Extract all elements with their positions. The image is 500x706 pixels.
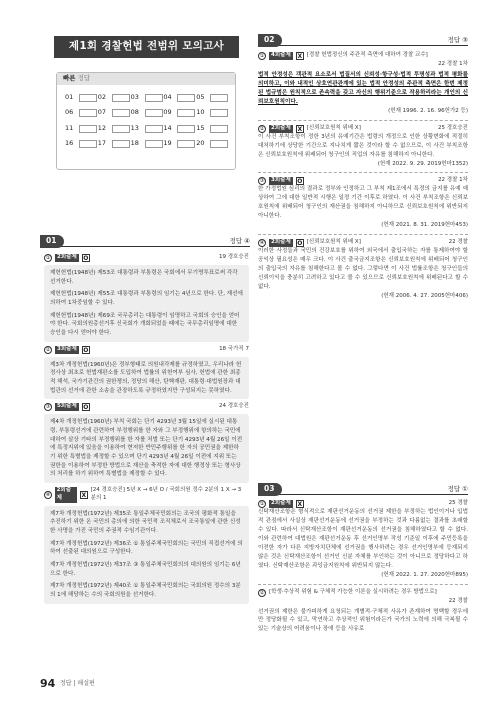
answer-box[interactable] [210,94,228,102]
law-box [44,414,249,483]
item-date: (헌재 2022. 1. 27. 2020헌마895) [381,571,468,578]
item-src: 25 경찰 [448,500,468,507]
level-badge: 2회출제 [57,254,77,261]
item-circle: ① [45,255,51,261]
item-head: [경찰 헌법정신의 주관적 측면에 대하여 경찰 교수] [306,52,428,59]
answer-cell [98,93,131,102]
answer-box[interactable] [177,94,195,102]
answer-number: 04 [163,93,172,101]
answer-box[interactable] [145,94,163,102]
answer-mark: 정답 ① [447,485,468,493]
level-badge: 3회출제 [271,177,291,184]
item-3 [258,177,468,185]
item-circle: ② [259,589,265,596]
x-mark: X [297,125,303,133]
answer-box[interactable] [79,140,97,148]
answer-box[interactable] [145,109,163,117]
item-head: [신뢰보호원칙 위배 X] [306,124,361,131]
answer-number: 03 [130,93,139,101]
item-src: 18 국가직 7 [219,345,249,352]
answer-number: 06 [65,108,74,117]
level-badge: 2회출제 [55,487,77,503]
answer-box[interactable] [210,125,228,133]
item-date: (헌재 2006. 4. 27. 2005헌마406) [381,292,468,299]
answer-number: 14 [163,123,172,132]
answer-cell [98,139,131,148]
item-circle: ④ [259,240,265,247]
level-badge: 2회출제 [271,500,291,507]
item-1 [258,52,468,60]
answer-box[interactable] [79,109,97,117]
answer-number: 18 [130,139,139,148]
item-head-line [44,346,249,354]
law-paragraph: 제헌헌법(1948년) 제55조 대통령과 부통령의 임기는 4년으로 한다. 단, 재선에 의하여 1차중임할 수 있다. [50,291,243,306]
item-src: 22 경찰 [448,239,468,246]
level-badge: 4회출제 [271,52,291,59]
answer-box[interactable] [177,109,195,117]
section-header-01 [40,237,250,247]
answer-cell [131,93,164,102]
question-number: 03 [258,483,282,496]
law-paragraph: 제3차 개정헌법(1960년)은 정부형태로 의원내각제를 규정하였고, 우리나라 헌정사상 최초로 헌법재판소를 도입하여 법률의 위헌여부 심사, 헌법에 관한 최종적 해석, 국가기관간의 권한쟁의, 정당의 해산, 탄핵재판, 대통령·대법원장과 대법관의 선거에 관한 소송을 관장하도록 규정하였지만 구성되지는 못하였다. [50,361,242,394]
answer-number: 20 [196,139,205,148]
answer-number: 07 [97,108,107,117]
x-mark: X [81,491,87,499]
section-header-03 [258,485,468,495]
q01-item [44,346,249,400]
item-2 [258,589,468,597]
answer-number: 11 [65,123,74,132]
level-badge: 3회출제 [57,345,77,352]
answer-number: 17 [97,139,107,148]
footer-label: 정답 | 해설편 [60,680,95,687]
o-mark: O [297,240,303,248]
item-head: [신뢰보호원칙 위배 X] [306,239,361,246]
answer-number: 01 [65,93,74,101]
item-head-line [44,403,249,411]
answer-number: 12 [97,123,107,132]
o-mark: O [83,255,89,262]
page-number: 94 [40,677,56,690]
q01-item [44,403,249,483]
law-paragraph: 제7차 개정헌법(1972년) 제37조 ③ 통일주체국민회의의 대의원의 임기는 6년으로 한다. [50,562,241,577]
item-circle: ③ [259,178,265,185]
item-text: 이 사건 부칙조항이 정한 3년의 유예기간은 법령의 개정으로 인한 상황변화에 적절히 대처하기에 상당한 기간으로 지나치게 짧은 것이라 할 수 없으므로, 이 사건 부칙조항은 신뢰보호원칙에 위배되어 청구인의 직업의 자유를 침해하지 아니한다. [258,133,468,158]
answer-cell [98,108,131,117]
divider [258,584,468,585]
answer-cell [196,108,229,117]
item-circle: ② [259,125,265,132]
answer-number: 16 [65,139,74,148]
item-head-line [44,254,249,262]
answer-number: 05 [196,93,205,101]
law-paragraph: 제헌헌법(1948년) 제69조 국무총리는 대통령이 임명하고 국회의 승인을 얻어야 한다. 국회의원총선거후 신국회가 개회되었을 때에는 국무총리임명에 대한 승인을 다시 얻어야 한다. [50,312,240,336]
answer-box[interactable] [177,140,195,148]
answer-cell [163,108,196,117]
answer-cell [65,124,98,133]
divider [258,172,468,173]
q03-items [258,500,468,634]
item-text: 이러한 사정들과 국민의 건강보호를 위하여 외국에서 출입국하는 자를 통제하여야 할 공익상 필요성은 매우 크다. 이 사건 출국금지조항은 신뢰보호원칙에 위배되어 청구인의 출입국의 자유를 침해한다고 볼 수 없다. 그렇다면 이 사건 법률조항은 청구인들의 신뢰이익을 충분히 고려하고 있다고 볼 수 있으므로 신뢰보호원칙에 위배된다고 할 수 없다. [258,248,468,290]
answer-number: 13 [130,123,139,132]
law-paragraph: 제7차 개정헌법(1972년) 제35조 통일주체국민회의는 조국의 평화적 통일을 추진하기 위한 온 국민의 총의에 의한 국민적 조직체로서 조국통일에 관한 신성한 사명을 가진 국민의 주권적 수임기관이다. [50,510,241,535]
answer-box[interactable] [112,125,130,133]
answer-box[interactable] [112,94,130,102]
page-title: 제1회 경찰헌법 전범위 모의고사 [54,36,239,58]
quick-answer-box [56,72,236,170]
q01-item [44,254,249,342]
level-badge: 2회출제 [271,124,291,131]
item-text: 신탁재산조항은 형식적으로 재판선거운동의 선거권 제한을 부정하는 법인이거나 입법적 관점에서 사실상 재판선거운동에 선거권을 부정하는 것과 다름없는 결과를 초래할 수 있다. 따라서 신탁재산조항이 재판선거운동의 선거권을 침해하였다고 할 수 없다. 이와 관련하여 대법원은 재판선거운동 후 선거인명부 작성 기준일 이후에 주민등록을 이전한 자가 다른 지방자치단체에 선거권을 행사하려는 경우 선거인명부에 등재되지 않은 것은 신탁재산조항이 선거인 신분 자체를 부인하는 것이 아니므로 정당하다고 하였다. 신탁재산조항은 과잉금지원칙에 위반되지 않는다. [258,509,468,569]
law-paragraph: 제7차 개정헌법(1972년) 제40조 ① 통일주체국민회의는 국회의원 정수의 3분의 1에 해당하는 수의 국회의원을 선거한다. [50,583,241,598]
question-number: 02 [258,34,282,47]
item-1 [258,500,468,508]
answer-box[interactable] [145,125,163,133]
item-circle: ① [259,501,265,507]
q01-items [44,254,249,608]
answer-box[interactable] [79,94,97,102]
answer-number: 10 [196,108,205,117]
quick-answer-header [57,73,235,85]
item-circle: ③ [45,404,51,411]
answer-box[interactable] [210,109,228,117]
o-mark: O [83,404,89,412]
level-badge: 5회출제 [57,403,77,410]
answer-box[interactable] [210,140,228,148]
answer-cell [65,139,98,148]
item-text: 선거권의 제한은 불가피하게 요청되는 개별적·구체적 사유가 존재하여 명백할 경우에만 정당화될 수 있고, 막연하고 추상적인 위험이라든가 국가의 노력에 의해 극복될 수 있는 기술상의 어려움이나 장애 등을 사유로 [258,608,468,633]
answer-number: 19 [163,139,172,148]
item-src: 22 경찰 [448,597,468,604]
divider [258,234,468,235]
x-mark: X [297,53,303,60]
x-mark: X [297,501,303,508]
item-head-line [44,487,249,503]
answer-cell [196,93,229,102]
answer-cell [98,124,131,133]
answer-number: 08 [130,108,139,117]
law-paragraph: 제헌헌법(1948년) 제53조 대통령과 부통령은 국회에서 무기명투표로써 각각 선거한다. [50,270,238,285]
answer-cell [131,139,164,148]
answer-cell [131,124,164,133]
item-text: 한 가정법원 심리의 결과로 정부와 인정하고 그 부칙 제1조에서 특정의 금지를 유예 예상하여 그에 대한 일반적 시행은 일정 기간 이후로 하였다. 이 사건 부칙조항은 신뢰보호원칙에 위배되어 청구인의 재산권을 침해하지 아니하므로 신뢰보호원칙에 위반되지 아니한다. [258,186,468,220]
item-date: (헌재 2022. 9. 29. 2019헌마1352) [377,160,468,167]
answer-box[interactable] [145,140,163,148]
item-src: 22 경찰 1차 [438,61,468,67]
answer-number: 15 [196,123,205,132]
item-4 [258,239,468,247]
o-mark: O [83,346,89,354]
level-badge: 2회출제 [271,239,291,246]
law-box [44,265,249,342]
item-head: [24 경호승진] 5년 X → 6년 O / 국회의원 정수 2분의 1 X → 3분의 1 [90,486,242,501]
item-date: (헌재 2021. 8. 31. 2019헌마453) [381,222,468,229]
answer-number: 02 [97,93,107,101]
item-2 [258,125,468,133]
quick-answer-sub: 정답 [77,74,91,83]
answer-box[interactable] [79,125,97,133]
q01-item [44,487,249,604]
item-text: 법적 안정성은 객관적 요소로서 법질서의 신뢰성·항구성·법적 투명성과 법적 평화를 의미하고, 이와 내적인 상호연관관계에 있는 법적 안정성의 주관적 측면은 한번 제정된 법규범은 원칙적으로 존속력을 갖고 자신의 행위기준으로 작용하리라는 개인의 신뢰보호원칙이다. [258,71,468,105]
law-box [44,506,249,604]
item-src: 24 경호승진 [219,403,249,410]
o-mark: O [297,178,303,186]
law-paragraph: 제7차 개정헌법(1972년) 제36조 ① 통일주체국민회의는 국민의 직접선거에 의하여 선출된 대의원으로 구성한다. [50,540,243,556]
answer-mark: 정답 ③ [447,36,468,44]
item-head: [학생·추상적 위험 & 구체적 가능한 이론을 실시하려는 경우 방법으로] [269,588,437,595]
q02-items [258,52,468,303]
item-circle: ④ [45,491,51,498]
item-src: 22 경찰 1차 [438,177,468,184]
item-circle: ① [259,53,265,59]
answer-number: 09 [163,108,172,117]
quick-answer-label: 빠른 [63,74,76,83]
answer-mark: 정답 ④ [229,237,250,245]
law-paragraph: 제4차 개정헌법(1960년) 부칙 국회는 단기 4293년 3월 15일에 실시된 대통령, 부통령선거에 관련하여 부정행위를 한 자와 그 부정행위에 항의하는 국민에 대하여 살상 기타의 부정행위를 한 자를 처벌 또는 단기 4293년 4월 26일 이전에 특정지위에 있음을 이용하여 현저한 반민주행위를 한 자의 공민권을 제한하기 위한 특별법을 제정할 수 있으며 단기 4293년 4월 26일 이전에 지위 또는 권한을 이용하여 부정한 방법으로 재산을 축적한 자에 대한 행정상 또는 형사상의 처리를 하기 위하여 특별법을 제정할 수 있다. [50,419,243,478]
answer-cell [163,93,196,102]
answer-box[interactable] [112,140,130,148]
question-number: 01 [40,235,64,248]
section-header-02 [258,36,468,46]
answer-grid [57,85,235,149]
item-circle: ② [45,346,51,353]
divider [258,120,468,121]
item-src: 19 경호승진 [219,254,249,261]
answer-box[interactable] [112,109,130,117]
answer-cell [65,108,98,117]
answer-cell [163,139,196,148]
answer-cell [131,108,164,117]
answer-cell [163,124,196,133]
item-src: 25 경호승진 [438,124,468,131]
answer-cell [196,124,229,133]
law-box [44,357,249,400]
answer-box[interactable] [177,125,195,133]
item-date: (헌재 1996. 2. 16. 96헌가2 등) [388,107,468,114]
answer-cell [196,139,229,148]
answer-cell [65,93,98,102]
